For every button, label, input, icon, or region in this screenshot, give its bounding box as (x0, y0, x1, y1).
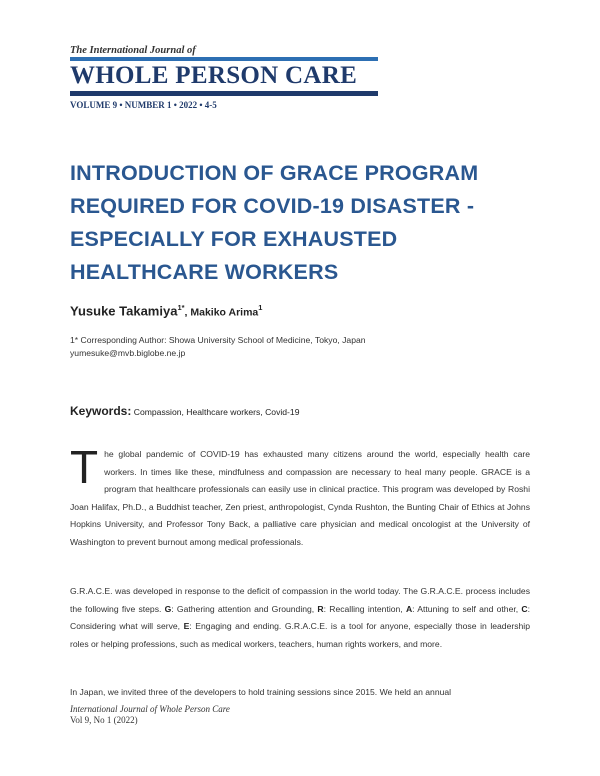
title-line: INTRODUCTION OF GRACE PROGRAM (70, 161, 479, 185)
header-rule-top (70, 57, 378, 61)
corresponding-author (70, 334, 366, 360)
email-link[interactable]: yumesuke@mvb.biglobe.ne.jp (70, 348, 186, 358)
paragraph-2 (70, 583, 530, 653)
step-text: : Engaging and ending. G.R.A.C.E. is a tool for anyone, especially those in leadership roles or helping professions, such as medical workers, teachers, human rights workers, and more. (70, 621, 530, 649)
step-text: : Attuning to self and other, (412, 603, 522, 614)
step-letter: R (317, 603, 324, 614)
affiliation: 1* Corresponding Author: Showa University School of Medicine, Tokyo, Japan (70, 335, 366, 345)
authors (70, 303, 262, 318)
step-letter: E (183, 621, 190, 631)
title-line: HEALTHCARE WORKERS (70, 260, 339, 284)
title-line: REQUIRED FOR COVID-19 DISASTER - (70, 194, 475, 218)
step-text: : Considering what will serve, (70, 603, 530, 631)
author-name: Makiko Arima (190, 306, 259, 319)
issue-line: VOLUME 9 • NUMBER 1 • 2022 • 4-5 (70, 100, 217, 110)
step-letter: C (521, 603, 528, 614)
keywords-label: Keywords: (70, 404, 132, 418)
drop-cap: T (70, 441, 99, 493)
footer-journal: International Journal of Whole Person Care (70, 704, 230, 714)
step-text: : Recalling intention, (323, 603, 406, 614)
page-footer (70, 704, 230, 726)
paragraph-3 (70, 684, 530, 702)
paragraph-text: In Japan, we invited three of the developers to hold training sessions since 2015. We held an annual (70, 687, 452, 697)
step-letter: A (405, 603, 413, 614)
journal-kicker: The International Journal of (70, 45, 196, 56)
step-text: : Gathering attention and Grounding, (171, 603, 318, 614)
author-separator: , (184, 306, 191, 319)
step-letter: G (164, 603, 172, 614)
author-affiliation-mark: 1* (177, 303, 185, 312)
footer-volume: Vol 9, No 1 (2022) (70, 715, 138, 725)
paragraph-text: he global pandemic of COVID-19 has exhausted many citizens around the world, especially health care workers. In times like these, mindfulness and compassion are necessary to heal many people. GRACE is a program that healthcare professionals can easily use in clinical practice. This program was developed by Roshi Joan Halifax, Ph.D., a Buddhist teacher, Zen priest, anthropologist, Cynda Rushton, the Bunting Chair of Ethics at Johns Hopkins University, and Professor Tony Back, a palliative care physician and medical oncologist at the University of Washington to prevent burnout among medical professionals. (70, 449, 530, 547)
paragraph-text: G.R.A.C.E. was developed in response to the deficit of compassion in the world today. The G.R.A.C.E. process includes the following five steps. (70, 586, 530, 614)
header-rule-bottom (70, 91, 378, 96)
author-affiliation-mark: 1 (258, 303, 263, 312)
keywords (70, 404, 299, 418)
author-name: Yusuke Takamiya (70, 303, 178, 319)
journal-name: WHOLE PERSON CARE (70, 62, 358, 89)
paragraph-1 (70, 441, 530, 551)
keywords-list: Compassion, Healthcare workers, Covid-19 (131, 407, 300, 417)
title-line: ESPECIALLY FOR EXHAUSTED (70, 227, 398, 251)
article-title (70, 157, 540, 289)
